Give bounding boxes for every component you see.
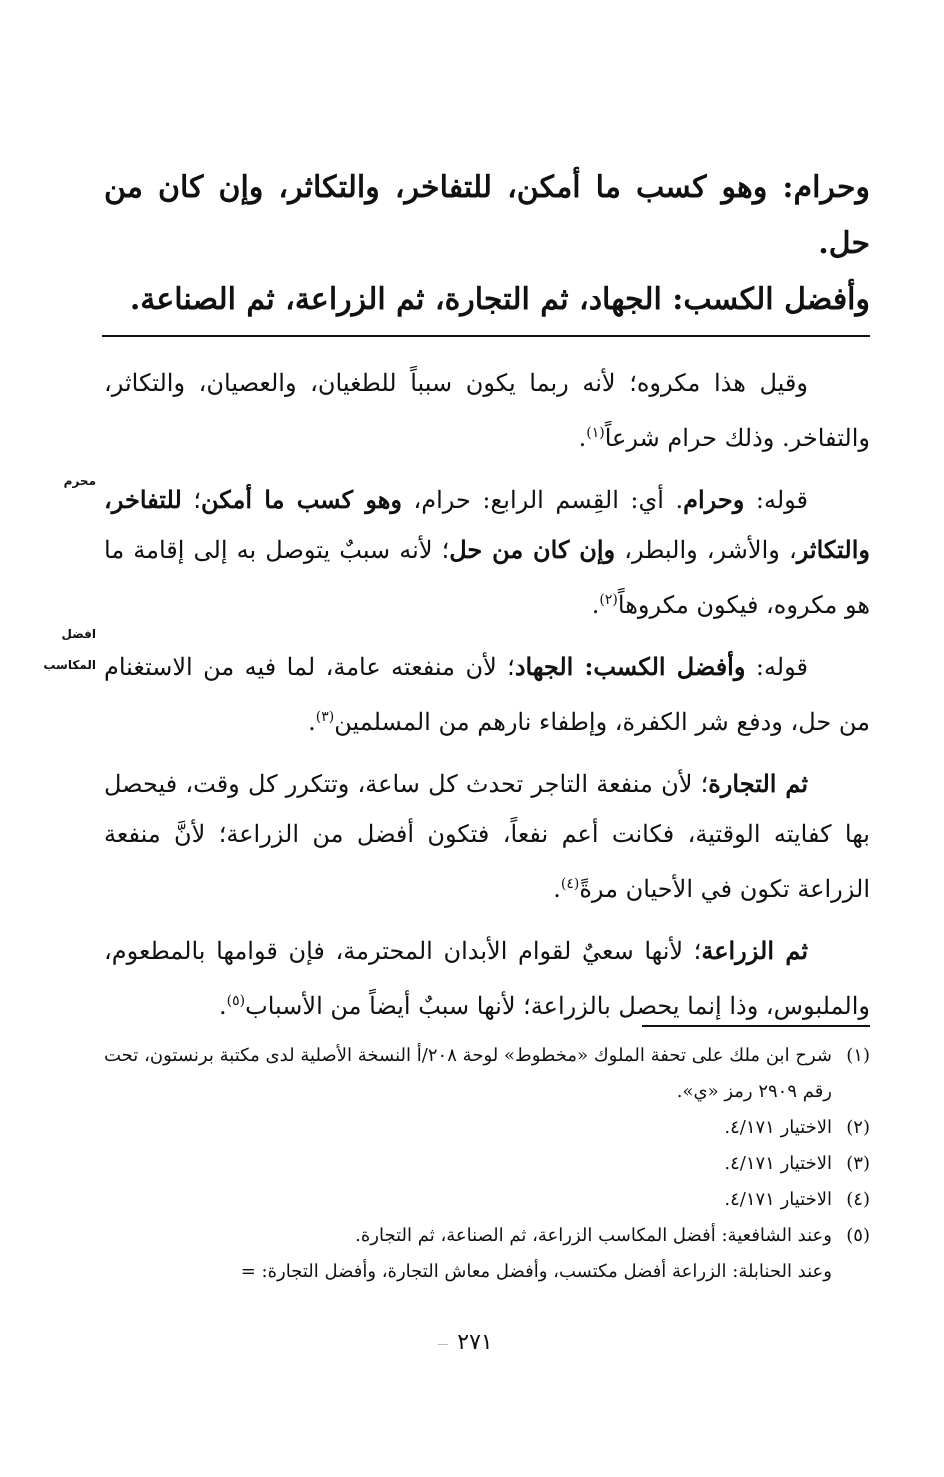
footnote-1: (١) شرح ابن ملك على تحفة الملوك «مخطوط» لوحة ٢٠٨/أ النسخة الأصلية لدى مكتبة برنستون، تحت رقم ٢٩٠٩ رمز «ي».	[104, 1045, 870, 1102]
footnote-separator-rule	[642, 1025, 870, 1027]
commentary-paragraph-4: ثم التجارة؛ لأن منفعة التاجر تحدث كل ساعة، وتتكرر كل وقت، فيحصل بها كفايته الوقتية، فكانت أعم نفعاً، فتكون أفضل من الزراعة؛ لأنَّ منفعة الزراعة تكون في الأحيان مرةً$^{(٤)}$.	[104, 769, 870, 903]
commentary-paragraph-2: قوله: وحرام. أي: القِسم الرابع: حرام، وهو كسب ما أمكن؛ للتفاخر، والتكاثر، والأشر، والبطر، وإن كان من حل؛ لأنه سببٌ يتوصل به إلى إقامة ما هو مكروه، فيكون مكروهاً$^{(٢)}$.	[104, 485, 870, 619]
margin-note-makasib: المكاسب	[43, 658, 96, 672]
footnote-ref-3[interactable]: (٣)	[315, 709, 335, 725]
commentary-paragraph-5: ثم الزراعة؛ لأنها سعيٌ لقوام الأبدان المحترمة، فإن قوامها بالمطعوم، والملبوس، وذا إنما يحصل بالزراعة؛ لأنها سببٌ أيضاً من الأسباب$^{(٥)}$.	[104, 936, 870, 1020]
commentary-paragraph-3: قوله: وأفضل الكسب: الجهاد؛ لأن منفعته عامة، لما فيه من الاستغنام من حل، ودفع شر الكفرة، وإطفاء نارهم من المسلمين$^{(٣)}$.	[104, 652, 870, 736]
page-number: ٢٧١	[430, 1330, 520, 1355]
footnote-4: (٤) الاختيار ٤/١٧١.	[724, 1189, 870, 1210]
footnote-5: (٥) وعند الشافعية: أفضل المكاسب الزراعة، ثم الصناعة، ثم التجارة.	[355, 1225, 870, 1246]
page-number-dash	[438, 1344, 448, 1345]
matn-text	[104, 160, 870, 328]
margin-note-muharram: محرم	[63, 474, 96, 488]
footnote-2: (٢) الاختيار ٤/١٧١.	[724, 1117, 870, 1138]
footnote-ref-4[interactable]: (٤)	[560, 876, 580, 892]
margin-note-afdal: افضل	[61, 627, 96, 641]
footnote-ref-5[interactable]: (٥)	[226, 993, 246, 1009]
footnote-continuation: وعند الحنابلة: الزراعة أفضل مكتسب، وأفضل معاش التجارة، وأفضل التجارة: =	[240, 1261, 832, 1282]
footnotes	[104, 1038, 870, 1290]
footnote-ref-1[interactable]: (١)	[586, 425, 605, 441]
footnote-3: (٣) الاختيار ٤/١٧١.	[724, 1153, 870, 1174]
footnote-ref-2[interactable]: (٢)	[599, 592, 618, 608]
commentary-paragraph-1: وقيل هذا مكروه؛ لأنه ربما يكون سبباً للطغيان، والعصيان، والتكاثر، والتفاخر. وذلك حرام شرعاً$^{(١)}$.	[104, 369, 870, 452]
matn-separator-rule	[102, 335, 870, 337]
matn-line-best-earning: وأفضل الكسب: الجهاد، ثم التجارة، ثم الزراعة، ثم الصناعة.	[129, 282, 870, 317]
commentary-text	[104, 358, 870, 1043]
matn-line-haram: وحرام: وهو كسب ما أمكن، للتفاخر، والتكاثر، وإن كان من حل.	[104, 170, 870, 261]
